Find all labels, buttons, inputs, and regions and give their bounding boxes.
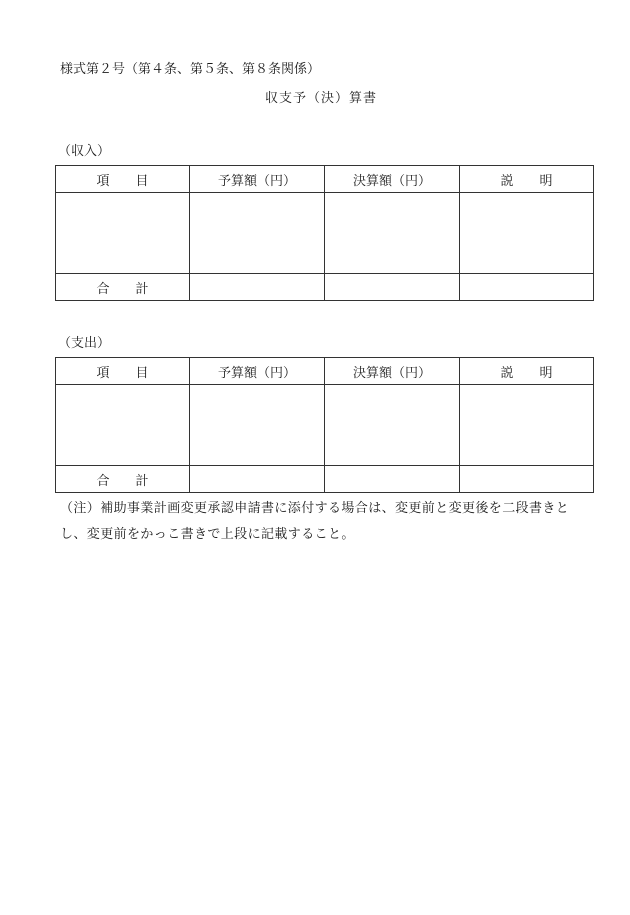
expense-entry-row <box>56 385 594 466</box>
expense-total-row <box>56 466 594 493</box>
income-settlement-cell[interactable] <box>325 193 460 274</box>
expense-table <box>55 357 594 493</box>
document-title: 収支予（決）算書 <box>264 91 377 106</box>
income-header-row <box>56 166 594 193</box>
expense-total-description-cell[interactable] <box>460 466 594 493</box>
income-description-cell[interactable] <box>460 193 594 274</box>
expense-header-desc-a: 説 <box>500 365 514 381</box>
expense-header-settlement: 決算額（円） <box>325 358 460 385</box>
income-total-description-cell[interactable] <box>460 274 594 301</box>
expense-header-item-b: 目 <box>135 365 149 381</box>
expense-header-desc-b: 明 <box>539 365 553 381</box>
expense-total-a: 合 <box>96 473 110 489</box>
income-budget-cell[interactable] <box>190 193 325 274</box>
form-number: 様式第２号（第４条、第５条、第８条関係） <box>60 62 321 77</box>
income-header-settlement: 決算額（円） <box>325 166 460 193</box>
income-total-a: 合 <box>96 281 110 297</box>
footnote: （注）補助事業計画変更承認申請書に添付する場合は、変更前と変更後を二段書きとし、変更前をかっこ書きで上段に記載すること。 <box>60 501 570 542</box>
expense-header-item <box>56 358 190 385</box>
expense-total-budget-cell[interactable] <box>190 466 325 493</box>
expense-total-b: 計 <box>135 473 149 489</box>
income-header-item-a: 項 <box>96 173 110 189</box>
expense-description-cell[interactable] <box>460 385 594 466</box>
expense-settlement-cell[interactable] <box>325 385 460 466</box>
income-header-desc-b: 明 <box>539 173 553 189</box>
income-header-desc-a: 説 <box>500 173 514 189</box>
income-header-budget: 予算額（円） <box>190 166 325 193</box>
expense-item-cell[interactable] <box>56 385 190 466</box>
income-entry-row <box>56 193 594 274</box>
expense-header-row <box>56 358 594 385</box>
expense-total-settlement-cell[interactable] <box>325 466 460 493</box>
income-header-item-b: 目 <box>135 173 149 189</box>
income-section-label: （収入） <box>58 144 111 159</box>
income-total-b: 計 <box>135 281 149 297</box>
expense-budget-cell[interactable] <box>190 385 325 466</box>
income-total-label <box>56 274 190 301</box>
income-total-row <box>56 274 594 301</box>
expense-header-description <box>460 358 594 385</box>
income-table <box>55 165 594 301</box>
expense-header-budget: 予算額（円） <box>190 358 325 385</box>
expense-section-label: （支出） <box>58 336 111 351</box>
expense-header-item-a: 項 <box>96 365 110 381</box>
income-total-settlement-cell[interactable] <box>325 274 460 301</box>
expense-total-label <box>56 466 190 493</box>
income-item-cell[interactable] <box>56 193 190 274</box>
income-total-budget-cell[interactable] <box>190 274 325 301</box>
income-header-item <box>56 166 190 193</box>
income-header-description <box>460 166 594 193</box>
